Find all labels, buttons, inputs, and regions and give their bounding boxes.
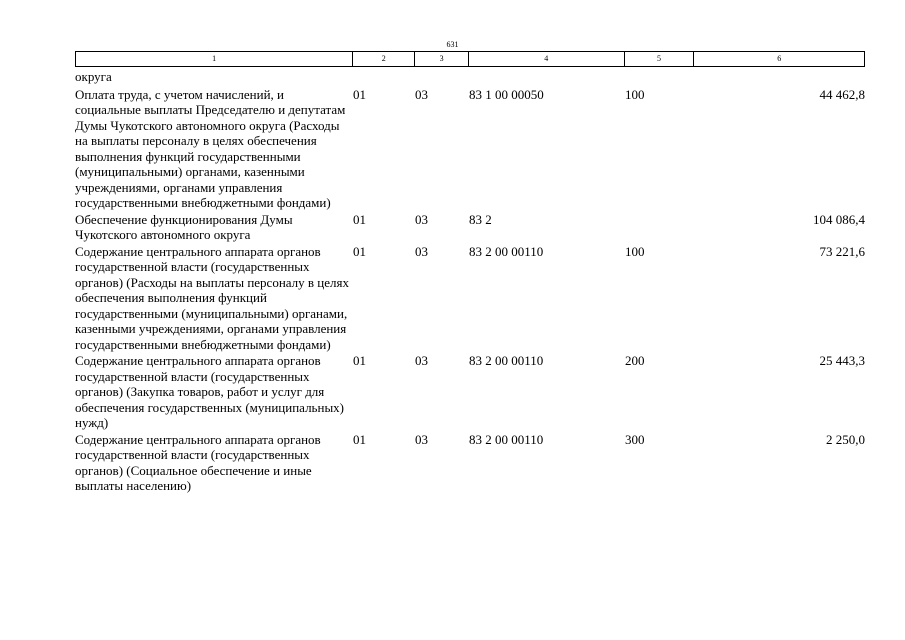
table-row: [75, 244, 865, 353]
row-expense-type: [625, 212, 695, 243]
header-col-4: 4: [469, 52, 625, 66]
page-number: 631: [446, 40, 459, 49]
row-amount: 2 250,0: [826, 431, 865, 447]
row-section: 01: [353, 431, 366, 447]
row-section: 01: [353, 243, 366, 259]
row-amount: 73 221,6: [819, 243, 865, 259]
row-target-code: 83 2: [469, 211, 492, 227]
row-name: Содержание центрального аппарата органов государственной власти (государственных органов) (Закупка товаров, работ и услуг для обеспечения государственных (муниципальных) нужд): [75, 353, 345, 430]
row-subsection: 03: [415, 431, 428, 447]
row-subsection: 03: [415, 86, 428, 102]
row-subsection: 03: [415, 211, 428, 227]
row-section: 01: [353, 86, 366, 102]
header-col-3: 3: [415, 52, 469, 66]
row-expense-type: 100: [625, 243, 645, 259]
table-row: [75, 87, 865, 211]
row-amount: 104 086,4: [813, 211, 865, 227]
row-section: 01: [353, 211, 366, 227]
row-name: Содержание центрального аппарата органов государственной власти (государственных органов) (Расходы на выплаты персоналу в целях обеспечения выполнения функций государственными (муниципальными) органами, казенными учреждениями, органами управления государственными внебюджетными фондами): [75, 243, 349, 352]
row-amount: 44 462,8: [819, 86, 865, 102]
row-amount: 25 443,3: [819, 353, 865, 368]
row-name: Содержание центрального аппарата органов государственной власти (государственных органов) (Социальное обеспечение и иные выплаты населению): [75, 431, 321, 493]
row-expense-type: 100: [625, 86, 645, 102]
row-target-code: 83 2 00 00110: [469, 353, 544, 368]
row-name: Обеспечение функционирования Думы Чукотского автономного округа: [75, 211, 293, 242]
header-col-1: 1: [76, 52, 353, 66]
row-target-code: 83 1 00 00050: [469, 86, 544, 102]
row-target-code: 83 2 00 00110: [469, 243, 544, 259]
table-row: [75, 432, 865, 494]
row-expense-type: 300: [625, 431, 645, 447]
row-expense-type: 200: [625, 353, 645, 368]
header-col-2: 2: [353, 52, 415, 66]
row-name: Оплата труда, с учетом начислений, и социальные выплаты Председателю и депутатам Думы Чукотского автономного округа (Расходы на выплаты персоналу в целях обеспечения выполнения функций государственными (муниципальными) органами, казенными учреждениями, органами управления государственными внебюджетными фондами): [75, 86, 346, 210]
row-section: 01: [353, 353, 366, 368]
table-row: [75, 212, 865, 243]
table-header: [75, 51, 865, 67]
table-row: [75, 353, 865, 431]
header-col-5: 5: [625, 52, 695, 66]
row-subsection: 03: [415, 243, 428, 259]
table-body: [75, 69, 865, 495]
row-target-code: 83 2 00 00110: [469, 431, 544, 447]
row-subsection: 03: [415, 353, 428, 368]
header-col-6: 6: [777, 54, 782, 63]
continuation-text: округа: [75, 69, 112, 84]
